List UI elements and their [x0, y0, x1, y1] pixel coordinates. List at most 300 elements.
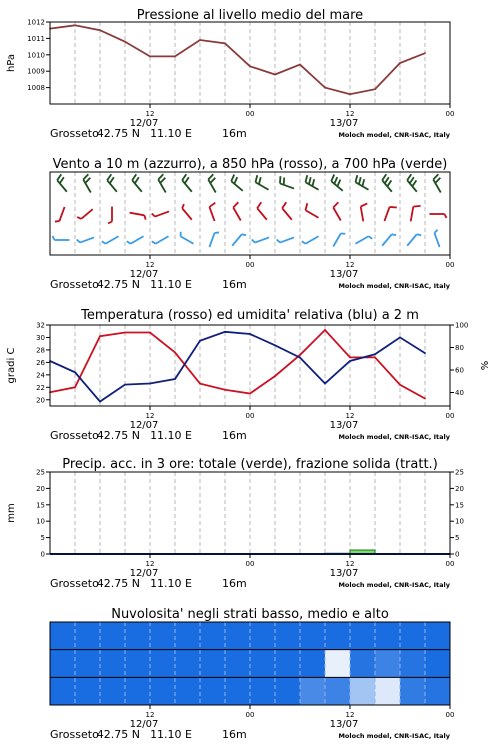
x-tick-label: 12	[145, 560, 155, 568]
wind-barb-feather	[280, 176, 281, 183]
date-label: 12/07	[129, 118, 159, 129]
wind-barb-feather	[387, 180, 391, 186]
chart-title: Vento a 10 m (azzurro), a 850 hPa (rosso), a 700 hPa (verde)	[52, 157, 448, 172]
wind-barb-feather	[108, 222, 112, 224]
cloud-cell	[325, 677, 351, 705]
y-tick-label: 26	[36, 358, 45, 367]
wind-barb	[209, 203, 215, 221]
wind-barb	[208, 174, 216, 192]
wind-barb	[282, 202, 292, 220]
pressure-series-point	[349, 93, 351, 95]
cloud-cell	[325, 622, 351, 650]
x-tick-label: 00	[245, 110, 255, 118]
wind-barb-feather	[392, 234, 396, 235]
wind-barb	[433, 174, 441, 192]
wind-barb	[152, 236, 169, 244]
temperature-series-point	[424, 398, 426, 400]
wind-barb-feather	[234, 177, 237, 184]
cloud-cell	[50, 622, 76, 650]
cloud-cell	[75, 677, 101, 705]
wind-barb	[430, 214, 447, 218]
wind-barb-feather	[160, 178, 165, 183]
cloud-cell	[425, 622, 451, 650]
temperature-series-point	[274, 375, 276, 377]
wind-barb	[233, 202, 241, 220]
cloud-cell	[125, 677, 151, 705]
plot-border	[50, 472, 450, 554]
y2-tick-label: 5	[455, 534, 460, 543]
wind-barb	[257, 202, 267, 220]
wind-barb-staff	[361, 207, 364, 222]
model-credit: Moloch model, CNR-ISAC, Italy	[338, 433, 450, 441]
pressure-series-point	[124, 41, 126, 43]
wind-barb-feather	[412, 180, 416, 186]
wind-barb-feather	[102, 241, 106, 243]
cloud-cell	[200, 677, 226, 705]
wind-barb	[182, 174, 192, 192]
wind-barb-feather	[85, 178, 90, 183]
wind-barb-staff	[107, 180, 117, 191]
x-tick-label: 00	[445, 110, 455, 118]
wind-barb-feather	[77, 239, 80, 242]
wind-barb-staff	[306, 236, 319, 244]
y-axis-label: mm	[6, 503, 17, 523]
cloud-cell	[275, 622, 301, 650]
wind-barb-staff	[181, 236, 194, 244]
y-tick-label: 28	[36, 346, 45, 355]
chart-title: Precip. acc. in 3 ore: totale (verde), frazione solida (tratt.)	[62, 457, 438, 472]
model-credit: Moloch model, CNR-ISAC, Italy	[338, 581, 450, 589]
wind-barb-feather	[359, 177, 361, 184]
wind-barb-feather	[306, 175, 308, 182]
date-label: 13/07	[329, 118, 359, 129]
wind-barb-feather	[337, 180, 340, 187]
wind-barb-feather	[132, 174, 136, 180]
pressure-series	[50, 25, 425, 94]
pressure-series-point	[324, 87, 326, 89]
y-tick-label: 32	[36, 321, 45, 330]
cloud-cell	[250, 622, 276, 650]
wind-barb-feather	[257, 202, 261, 208]
x-tick-label: 00	[245, 711, 255, 719]
wind-barb-feather	[252, 239, 255, 242]
wind-barb	[77, 237, 94, 242]
cloud-cell	[425, 677, 451, 705]
cloud-cell	[100, 650, 126, 678]
temperature-series-point	[149, 332, 151, 334]
wind-barb	[55, 207, 65, 222]
x-tick-label: 00	[245, 261, 255, 269]
y2-axis-label: %	[480, 360, 491, 371]
wind-barb	[361, 203, 368, 221]
y2-tick-label: 40	[455, 389, 464, 397]
wind-barb-staff	[280, 183, 294, 188]
temperature-series-point	[249, 393, 251, 395]
wind-barb-feather	[210, 178, 215, 183]
cloud-cell	[375, 650, 401, 678]
wind-barb-feather	[77, 217, 81, 219]
wind-barb-feather	[182, 174, 186, 180]
humidity-series-point	[274, 344, 276, 346]
cloud-cell	[375, 677, 401, 705]
pressure-series-point	[74, 24, 76, 26]
temperature-series-point	[299, 354, 301, 356]
wind-barb-feather	[445, 214, 447, 218]
y-tick-label: 1010	[27, 51, 45, 60]
wind-barb-staff	[434, 233, 439, 247]
pressure-series-point	[174, 56, 176, 58]
cloud-cell	[175, 650, 201, 678]
wind-barb-staff	[255, 237, 269, 242]
wind-barb-staff	[333, 234, 341, 247]
cloud-cell	[350, 677, 376, 705]
wind-barb-staff	[106, 236, 119, 244]
cloud-cell	[300, 650, 326, 678]
wind-barb	[356, 236, 373, 244]
wind-barb	[302, 236, 319, 244]
wind-barb-feather	[417, 234, 421, 235]
temperature-series-point	[399, 384, 401, 386]
wind-barb-staff	[130, 213, 145, 216]
wind-barb	[252, 237, 269, 242]
wind-barb-staff	[156, 236, 169, 244]
y-tick-label: 20	[36, 484, 45, 493]
y2-tick-label: 25	[455, 468, 464, 477]
model-credit: Moloch model, CNR-ISAC, Italy	[338, 732, 450, 740]
cloud-cell	[125, 622, 151, 650]
temperature-series-point	[74, 386, 76, 388]
wind-barb-staff	[280, 237, 294, 242]
wind-barb	[280, 176, 294, 188]
wind-barb-feather	[242, 234, 246, 235]
humidity-series-point	[224, 331, 226, 333]
cloud-cell	[75, 650, 101, 678]
cloud-cell	[150, 622, 176, 650]
cloud-cell	[75, 622, 101, 650]
y2-tick-label: 10	[455, 517, 464, 526]
y2-tick-label: 15	[455, 501, 464, 510]
cloud-cell	[225, 622, 251, 650]
wind-barb	[333, 202, 341, 220]
station-latitude: 42.75 N	[96, 577, 140, 590]
wind-barb-staff	[182, 180, 192, 191]
date-label: 13/07	[329, 719, 359, 730]
model-credit: Moloch model, CNR-ISAC, Italy	[338, 282, 450, 290]
wind-barb-staff	[209, 207, 214, 221]
wind-barb	[77, 209, 93, 219]
humidity-series-point	[324, 383, 326, 385]
humidity-series-point	[124, 384, 126, 386]
wind-barb-feather	[209, 203, 215, 207]
wind-barb-feather	[55, 221, 59, 222]
y2-tick-label: 20	[455, 484, 464, 493]
wind-barb	[231, 175, 242, 191]
wind-barb-feather	[413, 206, 420, 207]
station-latitude: 42.75 N	[96, 127, 140, 140]
y2-tick-label: 0	[455, 550, 460, 559]
wind-barb-staff	[333, 208, 341, 221]
cloud-cell	[400, 650, 426, 678]
wind-barb-staff	[57, 180, 67, 191]
wind-barb	[407, 174, 417, 192]
date-label: 12/07	[129, 568, 159, 579]
cloud-cell	[250, 650, 276, 678]
x-tick-label: 12	[145, 110, 155, 118]
wind-barb-feather	[135, 177, 139, 183]
y-tick-label: 22	[36, 383, 45, 392]
wind-barb-feather	[407, 174, 411, 180]
y-tick-label: 1008	[27, 84, 45, 93]
wind-barb-feather	[333, 202, 338, 207]
temperature-series-point	[374, 357, 376, 359]
station-name: Grosseto	[50, 278, 99, 291]
pressure-series-point	[399, 62, 401, 64]
cloud-cell	[100, 677, 126, 705]
wind-barb-feather	[182, 204, 184, 208]
humidity-series-point	[424, 352, 426, 354]
wind-barb-feather	[231, 175, 234, 182]
y2-tick-label: 100	[455, 321, 469, 330]
y-tick-label: 1012	[27, 18, 45, 27]
y-tick-label: 25	[36, 468, 45, 477]
x-tick-label: 12	[345, 711, 355, 719]
station-elevation: 16m	[222, 728, 247, 741]
wind-barb-staff	[232, 234, 242, 245]
date-label: 13/07	[329, 568, 359, 579]
wind-barb	[132, 174, 142, 192]
wind-barb-staff	[411, 207, 414, 222]
wind-barb	[108, 207, 112, 224]
panel-5	[50, 607, 454, 741]
panel-1	[6, 8, 454, 140]
wind-barb	[158, 174, 166, 192]
x-tick-label: 12	[345, 412, 355, 420]
wind-barb	[57, 174, 67, 192]
x-tick-label: 00	[445, 711, 455, 719]
date-label: 12/07	[129, 420, 159, 431]
wind-barb-feather	[356, 175, 358, 182]
x-tick-label: 12	[345, 261, 355, 269]
wind-barb	[181, 232, 194, 244]
chart-title: Temperatura (rosso) ed umidita' relativa (blu) a 2 m	[81, 308, 419, 323]
x-tick-label: 00	[445, 261, 455, 269]
wind-barb-feather	[382, 174, 386, 180]
wind-barb	[53, 236, 70, 240]
wind-barb	[83, 174, 91, 192]
station-name: Grosseto	[50, 429, 99, 442]
cloud-cell	[225, 650, 251, 678]
station-latitude: 42.75 N	[96, 728, 140, 741]
y-tick-label: 10	[36, 517, 45, 526]
y2-tick-label: 60	[455, 366, 464, 375]
pressure-series-point	[249, 65, 251, 67]
wind-barb-feather	[284, 178, 285, 185]
station-latitude: 42.75 N	[96, 429, 140, 442]
cloud-cell	[300, 622, 326, 650]
wind-barb	[434, 230, 439, 247]
pressure-series-point	[199, 39, 201, 41]
panel-2	[50, 157, 454, 291]
wind-barb	[256, 175, 269, 190]
station-longitude: 11.10 E	[150, 278, 192, 291]
humidity-series-point	[399, 336, 401, 338]
x-tick-label: 12	[345, 560, 355, 568]
temperature-series-point	[199, 383, 201, 385]
temperature-series-point	[174, 352, 176, 354]
cloud-cell	[200, 650, 226, 678]
wind-barb-feather	[306, 203, 308, 210]
cloud-cell	[425, 650, 451, 678]
humidity-series-point	[174, 378, 176, 380]
cloud-cell	[325, 650, 351, 678]
y2-tick-label: 80	[455, 344, 464, 352]
wind-barb	[306, 175, 319, 190]
cloud-cell	[400, 622, 426, 650]
wind-barb	[209, 232, 219, 247]
temperature-series-point	[224, 389, 226, 391]
wind-barb-staff	[407, 234, 417, 245]
wind-barb-feather	[60, 177, 64, 183]
wind-barb-feather	[334, 177, 337, 184]
wind-barb	[127, 236, 144, 244]
wind-barb	[182, 204, 192, 220]
wind-barb-staff	[81, 209, 92, 219]
wind-barb-feather	[302, 241, 306, 243]
y-axis-label: hPa	[6, 53, 17, 73]
wind-barb-feather	[385, 177, 389, 183]
wind-barb-staff	[233, 208, 241, 221]
wind-barb	[356, 175, 369, 190]
cloud-cell	[350, 622, 376, 650]
wind-barb-feather	[277, 239, 280, 242]
humidity-series-point	[349, 360, 351, 362]
temperature-series-point	[324, 329, 326, 331]
humidity-series-point	[149, 383, 151, 385]
x-tick-label: 00	[245, 412, 255, 420]
wind-barb-feather	[110, 177, 114, 183]
wind-barb-feather	[127, 241, 131, 243]
date-label: 13/07	[329, 269, 359, 280]
cloud-cell	[175, 622, 201, 650]
temperature-series	[50, 330, 425, 399]
pressure-series-point	[149, 56, 151, 58]
y-tick-label: 15	[36, 501, 45, 510]
chart-title: Pressione al livello medio del mare	[136, 8, 364, 23]
cloud-cell	[125, 650, 151, 678]
wind-barb-staff	[306, 210, 319, 218]
cloud-cell	[150, 650, 176, 678]
cloud-cell	[200, 622, 226, 650]
wind-barb-feather	[144, 215, 145, 219]
wind-barb-feather	[233, 202, 238, 207]
x-tick-label: 12	[145, 412, 155, 420]
wind-barb-feather	[158, 174, 163, 179]
chart-title: Nuvolosita' negli strati basso, medio e alto	[111, 607, 389, 622]
wind-barb-feather	[259, 177, 261, 184]
station-name: Grosseto	[50, 728, 99, 741]
wind-barb-feather	[57, 174, 61, 180]
wind-barb	[333, 234, 345, 247]
pressure-series-point	[274, 74, 276, 76]
x-tick-label: 00	[445, 560, 455, 568]
cloud-cell	[50, 650, 76, 678]
humidity-series-point	[199, 340, 201, 342]
cloud-cell	[275, 650, 301, 678]
wind-barb-staff	[182, 208, 192, 219]
station-elevation: 16m	[222, 577, 247, 590]
wind-barb-feather	[434, 230, 437, 233]
wind-barb	[331, 175, 342, 191]
y-tick-label: 24	[36, 371, 45, 380]
wind-barb-feather	[362, 179, 364, 186]
wind-barb-feather	[208, 174, 213, 179]
wind-barb	[382, 234, 396, 245]
cloud-cell	[400, 677, 426, 705]
humidity-series-point	[374, 353, 376, 355]
wind-barb-feather	[152, 213, 155, 216]
x-tick-label: 00	[445, 412, 455, 420]
station-longitude: 11.10 E	[150, 728, 192, 741]
wind-barb	[306, 203, 319, 218]
x-tick-label: 12	[345, 110, 355, 118]
y-tick-label: 1009	[27, 67, 45, 76]
temperature-series-point	[99, 335, 101, 337]
cloud-cell	[50, 677, 76, 705]
wind-barb-staff	[356, 236, 369, 244]
humidity-series-point	[249, 333, 251, 335]
wind-barb	[411, 206, 421, 222]
humidity-series-point	[74, 371, 76, 373]
cloud-cell	[350, 650, 376, 678]
wind-barb-staff	[132, 180, 142, 191]
wind-barb	[277, 237, 294, 242]
temperature-series-point	[124, 332, 126, 334]
wind-barb	[382, 174, 392, 192]
wind-barb-staff	[155, 211, 169, 216]
y-tick-label: 20	[36, 396, 45, 405]
y-tick-label: 5	[40, 534, 45, 543]
wind-barb-staff	[59, 207, 64, 221]
wind-barb-feather	[433, 174, 438, 179]
wind-barb-feather	[256, 175, 258, 182]
cloud-cell	[150, 677, 176, 705]
wind-barb-feather	[312, 179, 314, 186]
wind-barb-feather	[83, 174, 88, 179]
pressure-series-point	[374, 88, 376, 90]
wind-barb-feather	[331, 175, 334, 182]
wind-barb-staff	[282, 208, 292, 219]
station-elevation: 16m	[222, 278, 247, 291]
date-label: 12/07	[129, 269, 159, 280]
wind-barb	[102, 236, 119, 244]
station-elevation: 16m	[222, 429, 247, 442]
station-elevation: 16m	[222, 127, 247, 140]
wind-barb-feather	[215, 232, 219, 233]
wind-barb-feather	[152, 241, 156, 243]
cloud-cell	[300, 677, 326, 705]
wind-barb-staff	[382, 234, 392, 245]
x-tick-label: 12	[145, 261, 155, 269]
temperature-series-point	[349, 357, 351, 359]
wind-barb	[107, 174, 117, 192]
wind-barb-feather	[107, 174, 111, 180]
cloud-cell	[375, 622, 401, 650]
station-longitude: 11.10 E	[150, 577, 192, 590]
cloud-cell	[225, 677, 251, 705]
wind-barb	[407, 234, 421, 245]
pressure-series-point	[224, 42, 226, 44]
wind-barb	[130, 213, 146, 220]
